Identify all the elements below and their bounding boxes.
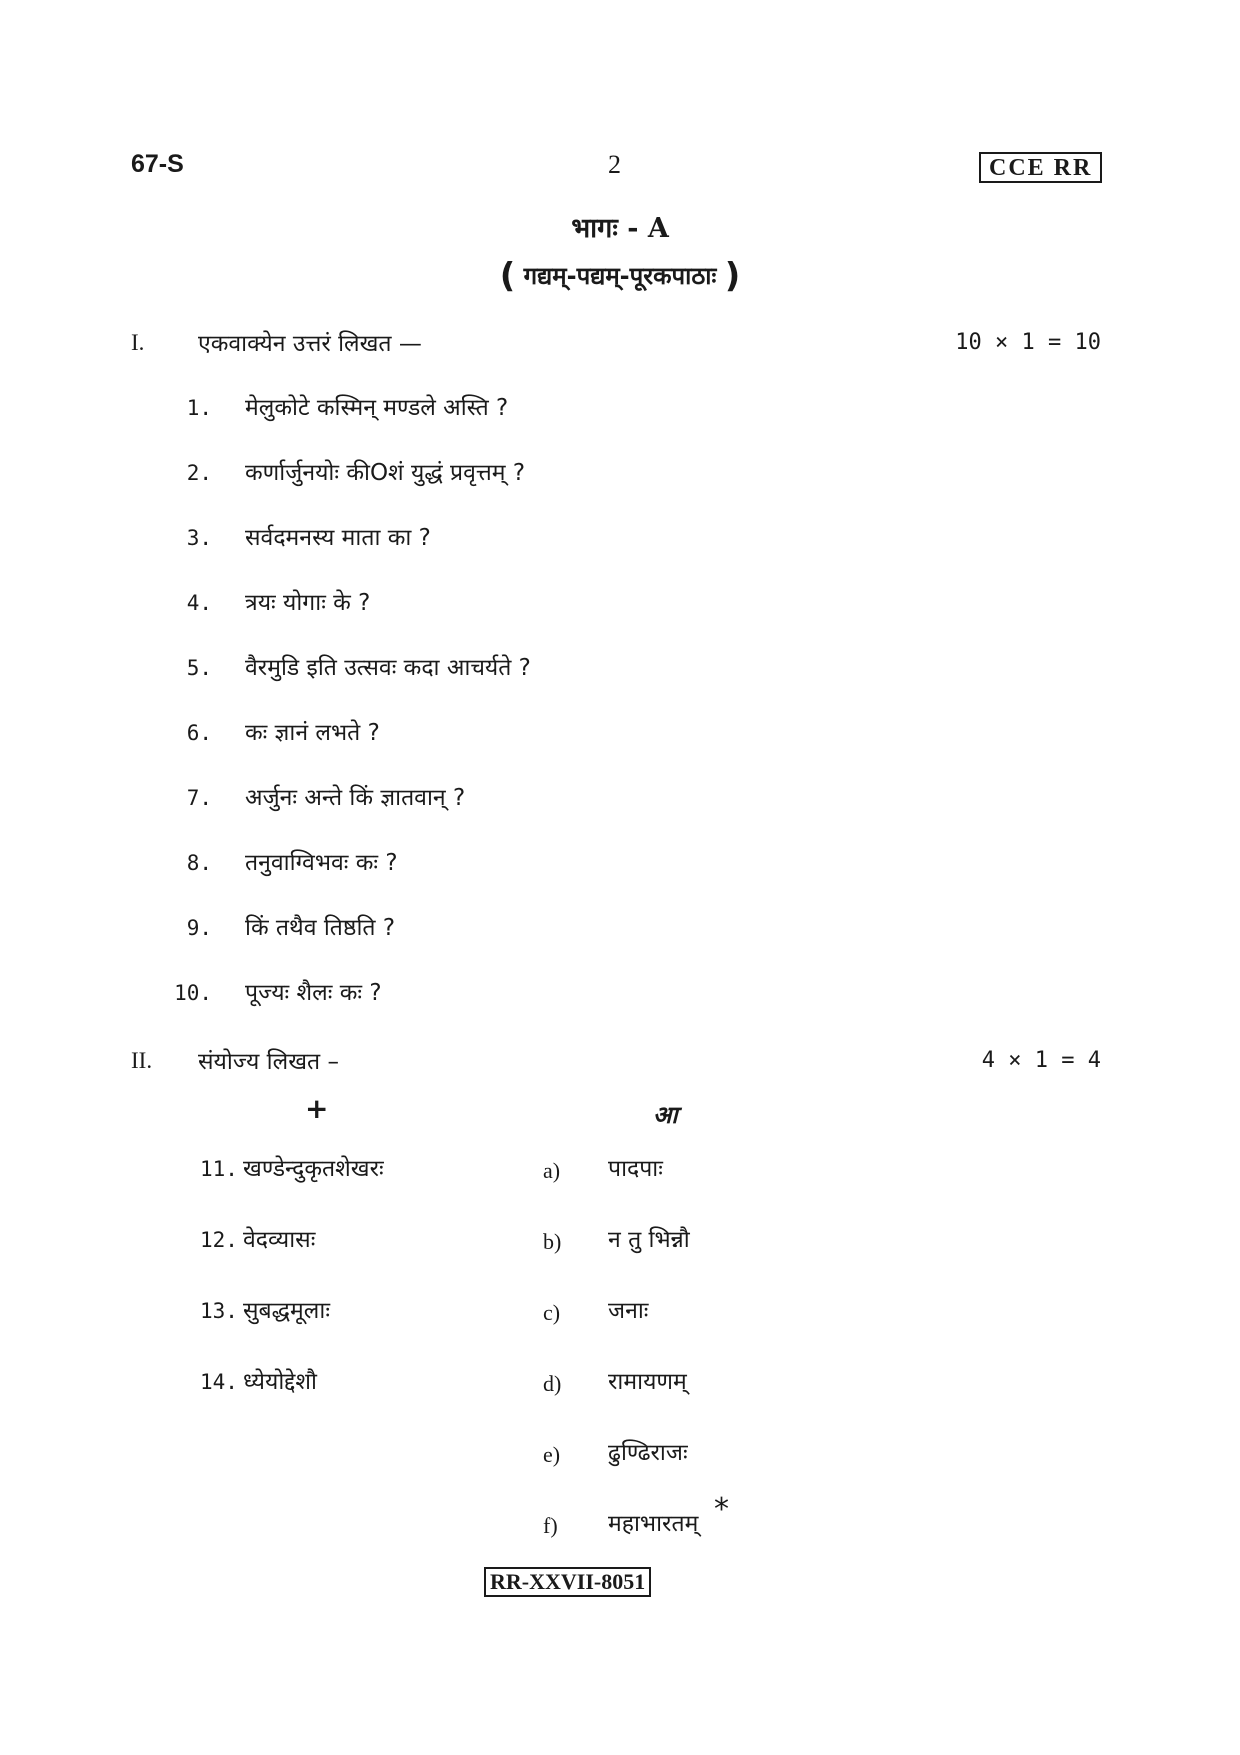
question-text: सर्वदमनस्य माता का ? [245, 525, 431, 551]
match-item-number: 12. [200, 1228, 238, 1252]
question-text: कर्णार्जुनयोः कीOशं युद्धं प्रवृत्तम् ? [245, 460, 526, 486]
section-2-title: संयोज्य लिखत – [198, 1049, 339, 1075]
open-paren: ( [499, 256, 516, 296]
section-1-title: एकवाक्येन उत्तरं लिखत — [198, 331, 422, 357]
match-option-letter: d) [543, 1371, 562, 1396]
question-number: 2. [186, 461, 212, 485]
section-1-marks: 10 × 1 = 10 [955, 330, 1101, 355]
question-text: मेलुकोटे कस्मिन् मण्डले अस्ति ? [245, 395, 509, 421]
section-2-number: II. [131, 1048, 153, 1073]
question-text: किं तथैव तिष्ठति ? [245, 915, 396, 941]
close-paren: ) [724, 256, 741, 296]
question-text: त्रयः योगाः के ? [245, 590, 371, 616]
part-subtitle [0, 256, 1240, 296]
question-number: 3. [186, 526, 212, 550]
question-number: 7. [186, 786, 212, 810]
question-number: 8. [186, 851, 212, 875]
question-text: कः ज्ञानं लभते ? [245, 720, 380, 746]
match-option-text: जनाः [608, 1298, 649, 1324]
question-text: अर्जुनः अन्ते किं ज्ञातवान् ? [245, 785, 466, 811]
match-item-number: 13. [200, 1299, 238, 1323]
match-option-text: ढुण्ढिराजः [608, 1440, 688, 1466]
column-b-heading: आ [653, 1101, 678, 1129]
match-item-text: सुबद्धमूलाः [243, 1298, 331, 1324]
question-number: 6. [186, 721, 212, 745]
section-1-number: I. [131, 330, 145, 355]
match-option-letter: c) [543, 1300, 561, 1325]
match-option-letter: e) [543, 1442, 561, 1467]
question-number: 4. [186, 591, 212, 615]
question-number: 9. [186, 916, 212, 940]
match-item-text: खण्डेन्दुकृतशेखरः [243, 1156, 384, 1182]
match-option-letter: f) [543, 1513, 558, 1538]
part-subtitle-text: गद्यम्-पद्यम्-पूरकपाठाः [523, 262, 717, 290]
question-number: 1. [186, 396, 212, 420]
column-a-heading: + [305, 1092, 329, 1125]
match-option-letter: a) [543, 1158, 561, 1183]
part-title: भागः - A [571, 213, 669, 244]
exam-type-box: CCE RR [979, 152, 1102, 183]
question-text: पूज्यः शैलः कः ? [245, 980, 382, 1006]
question-number: 10. [174, 981, 212, 1005]
page-number: 2 [608, 150, 621, 179]
match-option-text: रामायणम् [608, 1369, 687, 1395]
question-text: वैरमुडि इति उत्सवः कदा आचर्यते ? [245, 655, 531, 681]
match-option-text: न तु भिन्नौ [608, 1227, 690, 1253]
footer-paper-code: RR-XXVII-8051 [484, 1567, 651, 1597]
match-option-letter: b) [543, 1229, 562, 1254]
match-item-number: 11. [200, 1157, 238, 1181]
match-item-text: ध्येयोद्देशौ [243, 1369, 318, 1395]
match-item-text: वेदव्यासः [243, 1227, 316, 1253]
section-2-marks: 4 × 1 = 4 [981, 1048, 1101, 1073]
question-text: तनुवाग्विभवः कः ? [245, 850, 398, 876]
paper-code: 67-S [131, 150, 184, 178]
question-number: 5. [186, 656, 212, 680]
match-item-number: 14. [200, 1370, 238, 1394]
match-option-text: महाभारतम् [608, 1511, 699, 1537]
match-option-text: पादपाः [608, 1156, 663, 1182]
asterisk-mark: * [714, 1492, 729, 1527]
